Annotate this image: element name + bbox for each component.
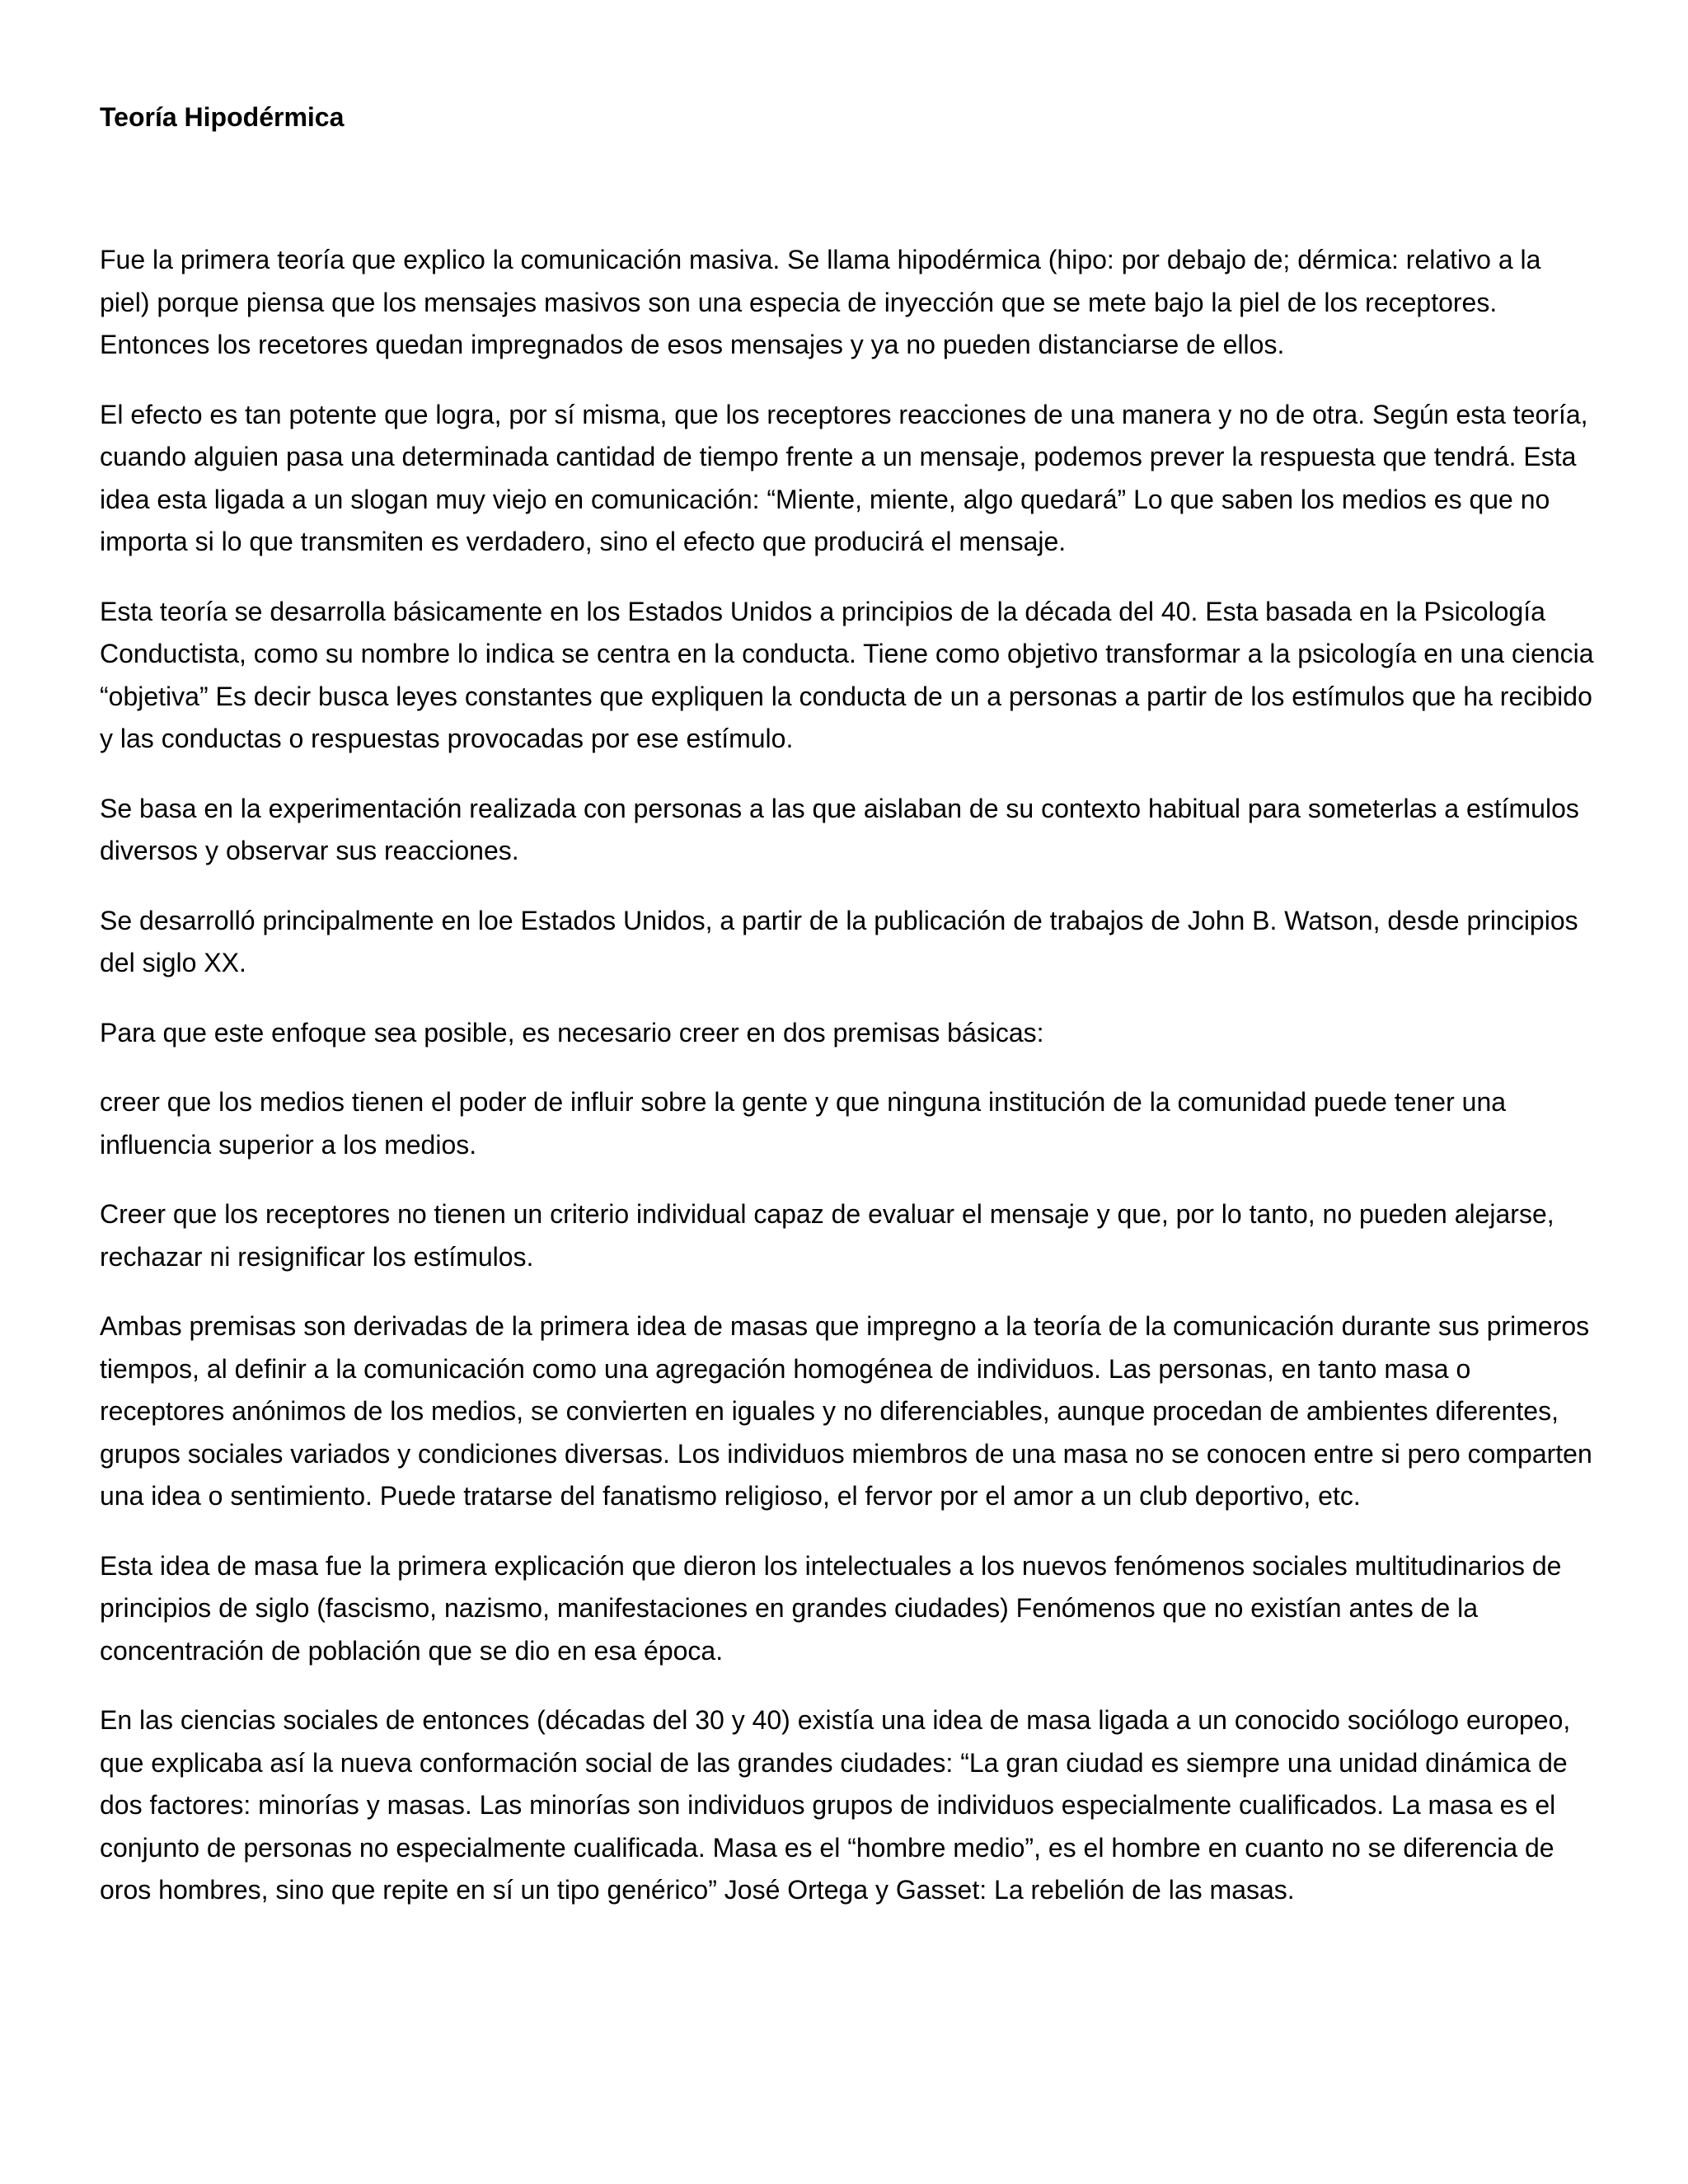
paragraph-ortega-quote: En las ciencias sociales de entonces (décadas del 30 y 40) existía una idea de masa ligada a un conocido sociólogo europeo, que explicaba así la nueva conformación social de las grandes ciudades: “La gran ciudad es siempre una unidad dinámica de dos factores: minorías y masas. Las minorías son individuos grupos de individuos especialmente cualificados. La masa es el conjunto de personas no especialmente cualificada. Masa es el “hombre medio”, es el hombre en cuanto no se diferencia de oros hombres, sino que repite en sí un tipo genérico” José Ortega y Gasset: La rebelión de las masas. — [100, 1705, 1571, 1905]
document-title: Teoría Hipodérmica — [100, 102, 345, 132]
paragraph-effect: El efecto es tan potente que logra, por sí misma, que los receptores reacciones de una manera y no de otra. Según esta teoría, cuando alguien pasa una determinada cantidad de tiempo frente a un mensaje, podemos prever la respuesta que tendrá. Esta idea esta ligada a un slogan muy viejo en comunicación: “Miente, miente, algo quedará” Lo que saben los medios es que no importa si lo que transmiten es verdadero, sino el efecto que producirá el mensaje. — [100, 399, 1588, 556]
paragraph-premises-intro: Para que este enfoque sea posible, es necesario creer en dos premisas básicas: — [100, 1017, 1044, 1047]
paragraph-hypodermic-definition: Fue la primera teoría que explico la comunicación masiva. Se llama hipodérmica (hipo: por debajo de; dérmica: relativo a la piel) porque piensa que los mensajes masivos son una especia de inyección que se mete bajo la piel de los receptores. Entonces los recetores quedan impregnados de esos mensajes y ya no pueden distanciarse de ellos. — [100, 245, 1541, 359]
paragraph-premise-one: creer que los medios tienen el poder de influir sobre la gente y que ninguna institución de la comunidad puede tener una influencia superior a los medios. — [100, 1087, 1507, 1160]
paragraph-experimentation: Se basa en la experimentación realizada con personas a las que aislaban de su contexto habitual para someterlas a estímulos diversos y observar sus reacciones. — [100, 793, 1579, 865]
paragraph-watson: Se desarrolló principalmente en loe Estados Unidos, a partir de la publicación de trabajos de John B. Watson, desde principios del siglo XX. — [100, 905, 1578, 977]
paragraph-behaviorism: Esta teoría se desarrolla básicamente en los Estados Unidos a principios de la década del 40. Esta basada en la Psicología Conductista, como su nombre lo indica se centra en la conducta. Tiene como objetivo transformar a la psicología en una ciencia “objetiva” Es decir busca leyes constantes que expliquen la conducta de un a personas a partir de los estímulos que ha recibido y las conductas o respuestas provocadas por ese estímulo. — [100, 596, 1594, 753]
paragraph-mass-idea: Ambas premisas son derivadas de la primera idea de masas que impregno a la teoría de la comunicación durante sus primeros tiempos, al definir a la comunicación como una agregación homogénea de individuos. Las personas, en tanto masa o receptores anónimos de los medios, se convierten en iguales y no diferenciables, aunque procedan de ambientes diferentes, grupos sociales variados y condiciones diversas. Los individuos miembros de una masa no se conocen entre si pero comparten una idea o sentimiento. Puede tratarse del fanatismo religioso, el fervor por el amor a un club deportivo, etc. — [100, 1311, 1592, 1511]
paragraph-premise-two: Creer que los receptores no tienen un criterio individual capaz de evaluar el mensaje y que, por lo tanto, no pueden alejarse, rechazar ni resignificar los estímulos. — [100, 1199, 1554, 1272]
document-body — [100, 239, 1596, 1939]
paragraph-mass-explanation: Esta idea de masa fue la primera explicación que dieron los intelectuales a los nuevos fenómenos sociales multitudinarios de principios de siglo (fascismo, nazismo, manifestaciones en grandes ciudades) Fenómenos que no existían antes de la concentración de población que se dio en esa época. — [100, 1550, 1562, 1666]
